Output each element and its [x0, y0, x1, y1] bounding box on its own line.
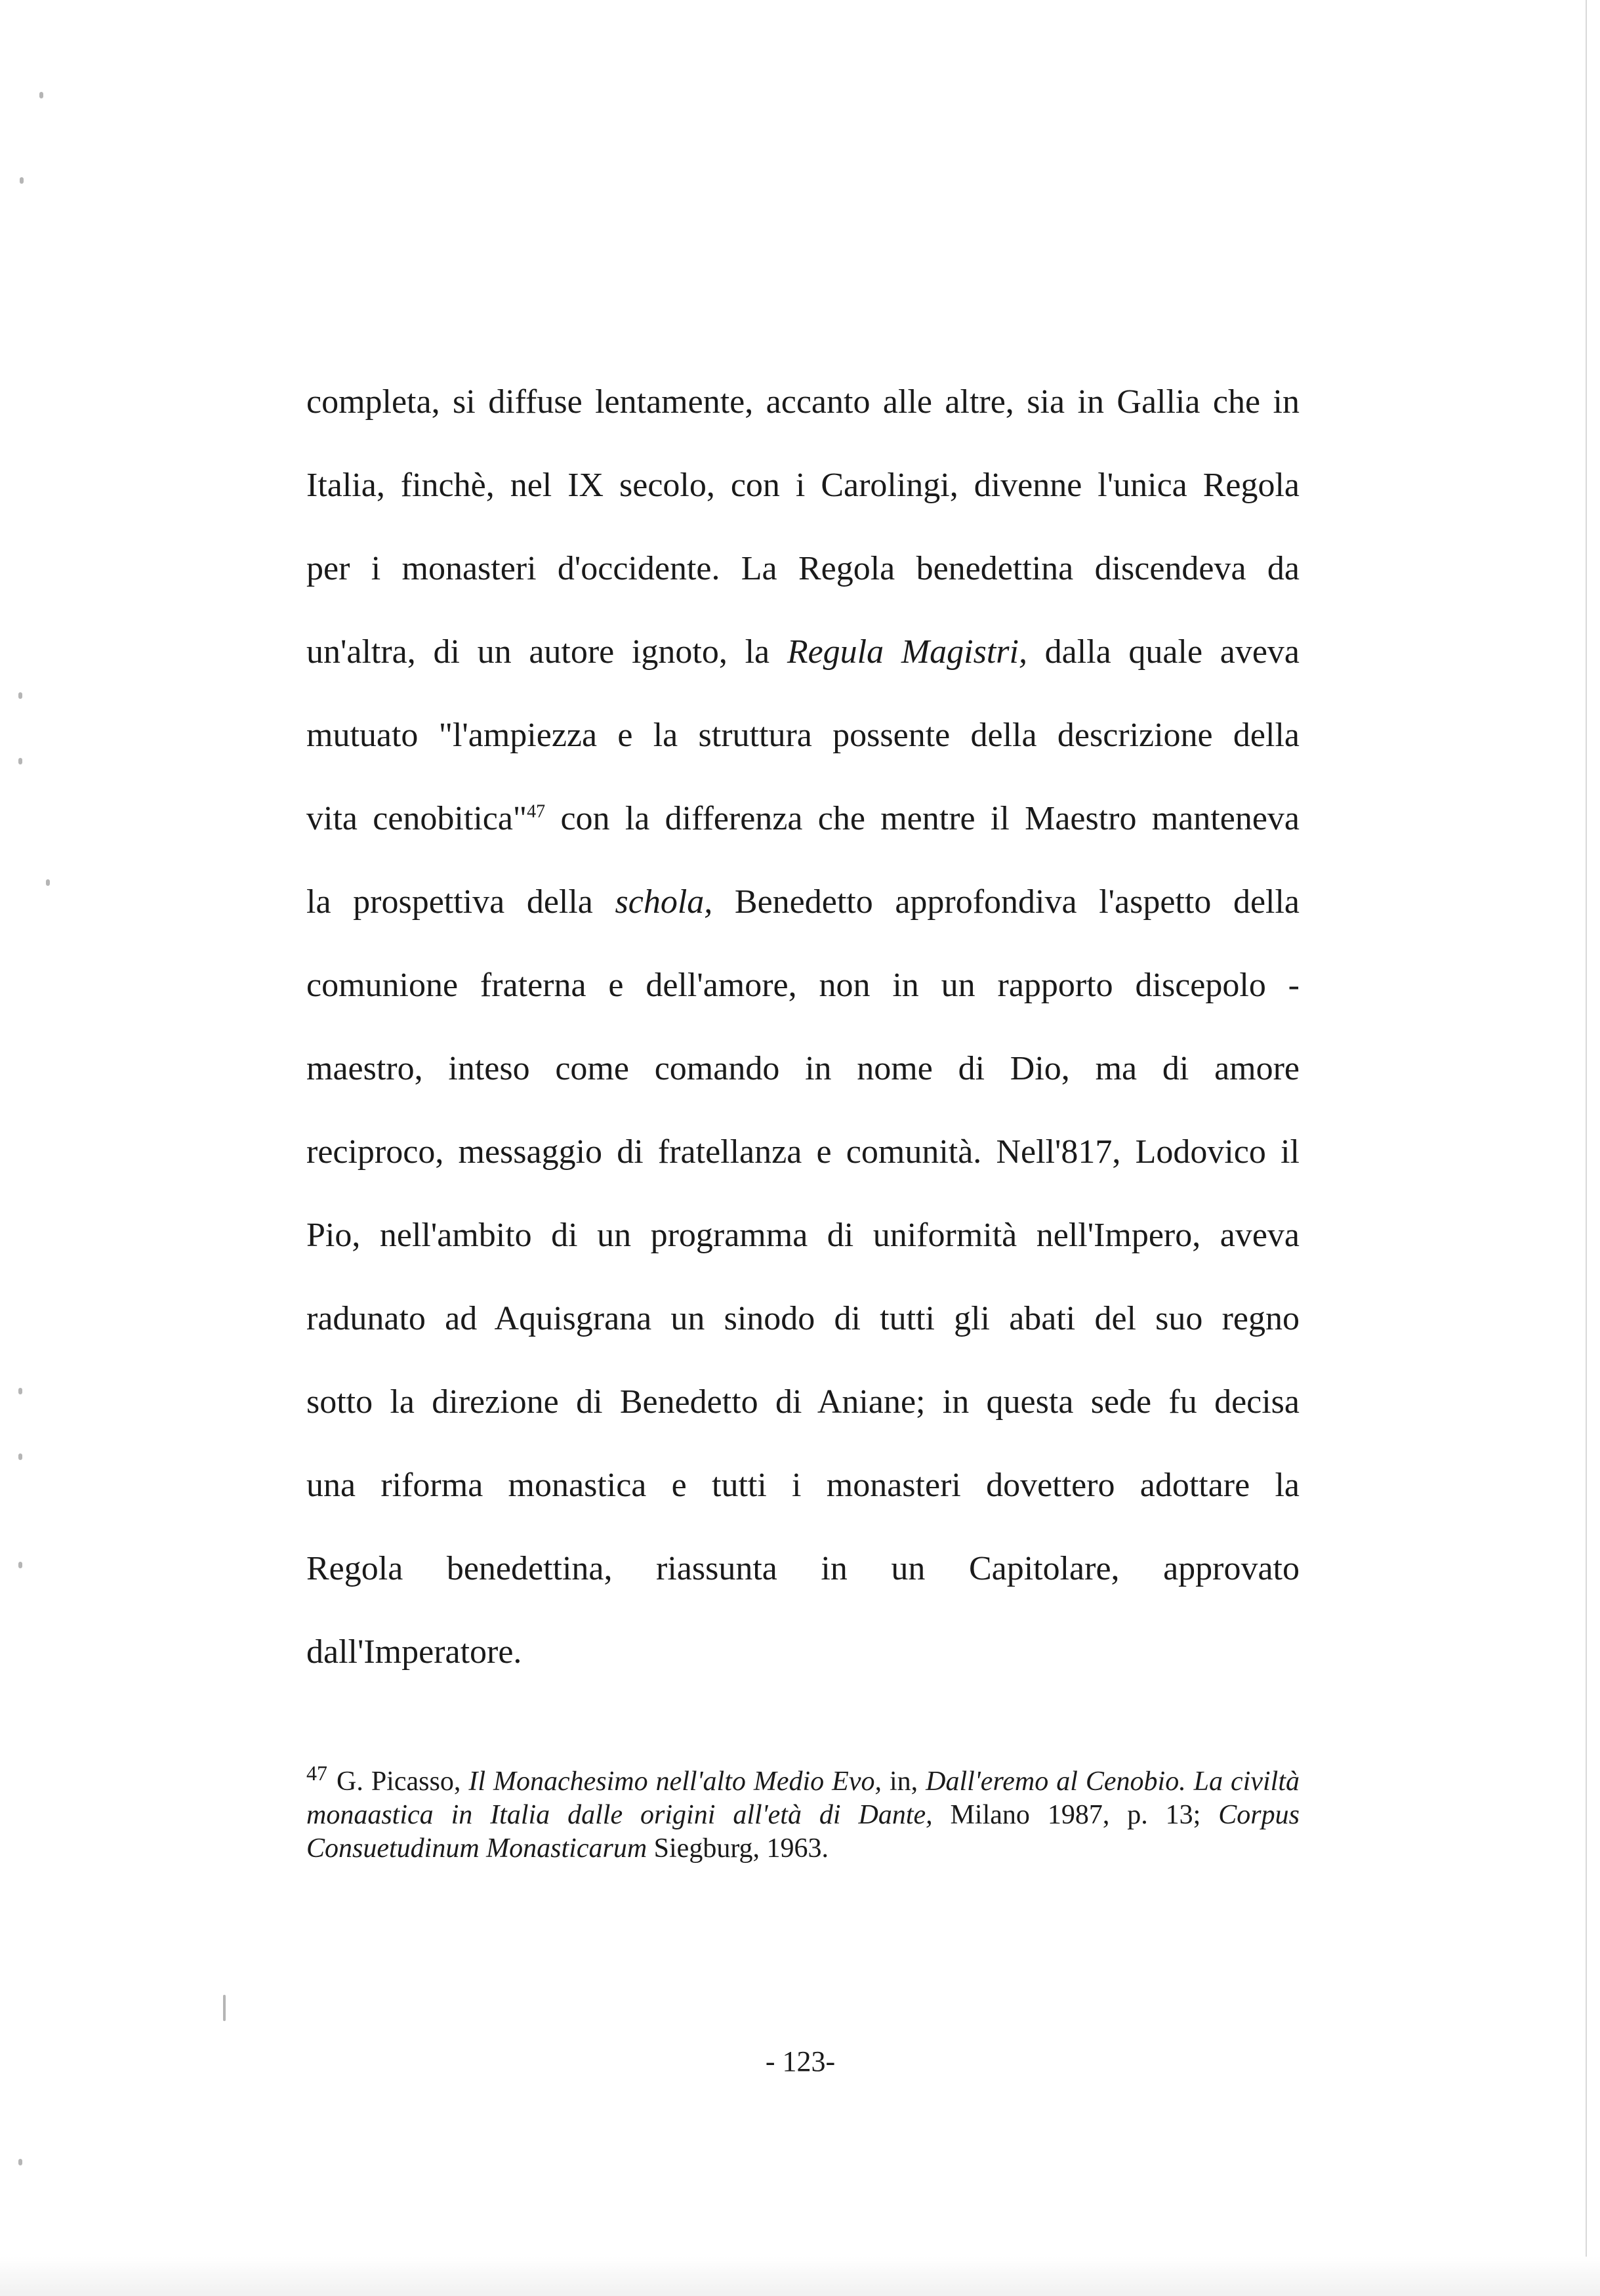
- body-line-13: sotto la direzione di Benedetto di Aniane; in questa sede fu decisa: [306, 1383, 1300, 1421]
- body-line-4: un'altra, di un autore ignoto, la Regula Magistri, dalla quale aveva: [306, 633, 1300, 671]
- body-line-3: per i monasteri d'occidente. La Regola benedettina discendeva da: [306, 550, 1300, 587]
- footnote-line-3: Consuetudinum Monasticarum Siegburg, 1963.: [306, 1833, 829, 1864]
- body-line-12: radunato ad Aquisgrana un sinodo di tutti gli abati del suo regno: [306, 1300, 1300, 1337]
- page-number: - 123-: [765, 2045, 836, 2077]
- body-line-8: comunione fraterna e dell'amore, non in un rapporto discepolo -: [306, 967, 1300, 1004]
- page-edge: [1586, 0, 1587, 2257]
- margin-speck: [18, 2159, 22, 2165]
- body-line-7: la prospettiva della schola, Benedetto approfondiva l'aspetto della: [306, 883, 1300, 921]
- body-line-5: mutuato "l'ampiezza e la struttura possente della descrizione della: [306, 717, 1300, 754]
- margin-speck: [223, 1995, 226, 2021]
- body-line-6: vita cenobitica"$^{47}$ con la differenza che mentre il Maestro manteneva: [306, 800, 1300, 837]
- body-text: [306, 378, 1300, 1711]
- margin-speck: [39, 92, 43, 98]
- margin-speck: [18, 692, 22, 699]
- work-title: Regula Magistri,: [787, 633, 1027, 671]
- body-line-2: Italia, finchè, nel IX secolo, con i Carolingi, divenne l'unica Regola: [306, 467, 1300, 504]
- footnote: [306, 1761, 1300, 1866]
- margin-speck: [18, 1562, 22, 1568]
- page-bottom-edge: [0, 2257, 1600, 2296]
- body-line-16: dall'Imperatore.: [306, 1633, 522, 1671]
- margin-speck: [46, 879, 50, 886]
- body-line-11: Pio, nell'ambito di un programma di uniformità nell'Impero, aveva: [306, 1217, 1300, 1254]
- footnote-number: 47: [306, 1761, 327, 1785]
- body-line-1: completa, si diffuse lentamente, accanto alle altre, sia in Gallia che in: [306, 383, 1300, 421]
- body-line-9: maestro, inteso come comando in nome di Dio, ma di amore: [306, 1050, 1300, 1087]
- footnote-line-1: $^{47}$ G. Picasso, Il Monachesimo nell'alto Medio Evo, in, Dall'eremo al Cenobio. La civiltà: [306, 1761, 1300, 1797]
- body-line-10: reciproco, messaggio di fratellanza e comunità. Nell'817, Lodovico il: [306, 1133, 1300, 1171]
- margin-speck: [20, 177, 24, 184]
- margin-speck: [18, 758, 22, 764]
- body-line-14: una riforma monastica e tutti i monasteri dovettero adottare la: [306, 1467, 1300, 1504]
- body-line-15: Regola benedettina, riassunta in un Capitolare, approvato: [306, 1550, 1300, 1587]
- italic-term: schola,: [615, 883, 713, 921]
- footnote-line-2: monaastica in Italia dalle origini all'età di Dante, Milano 1987, p. 13; Corpus: [306, 1800, 1300, 1830]
- margin-speck: [18, 1388, 22, 1394]
- footnote-reference: 47: [527, 801, 546, 822]
- margin-speck: [18, 1453, 22, 1460]
